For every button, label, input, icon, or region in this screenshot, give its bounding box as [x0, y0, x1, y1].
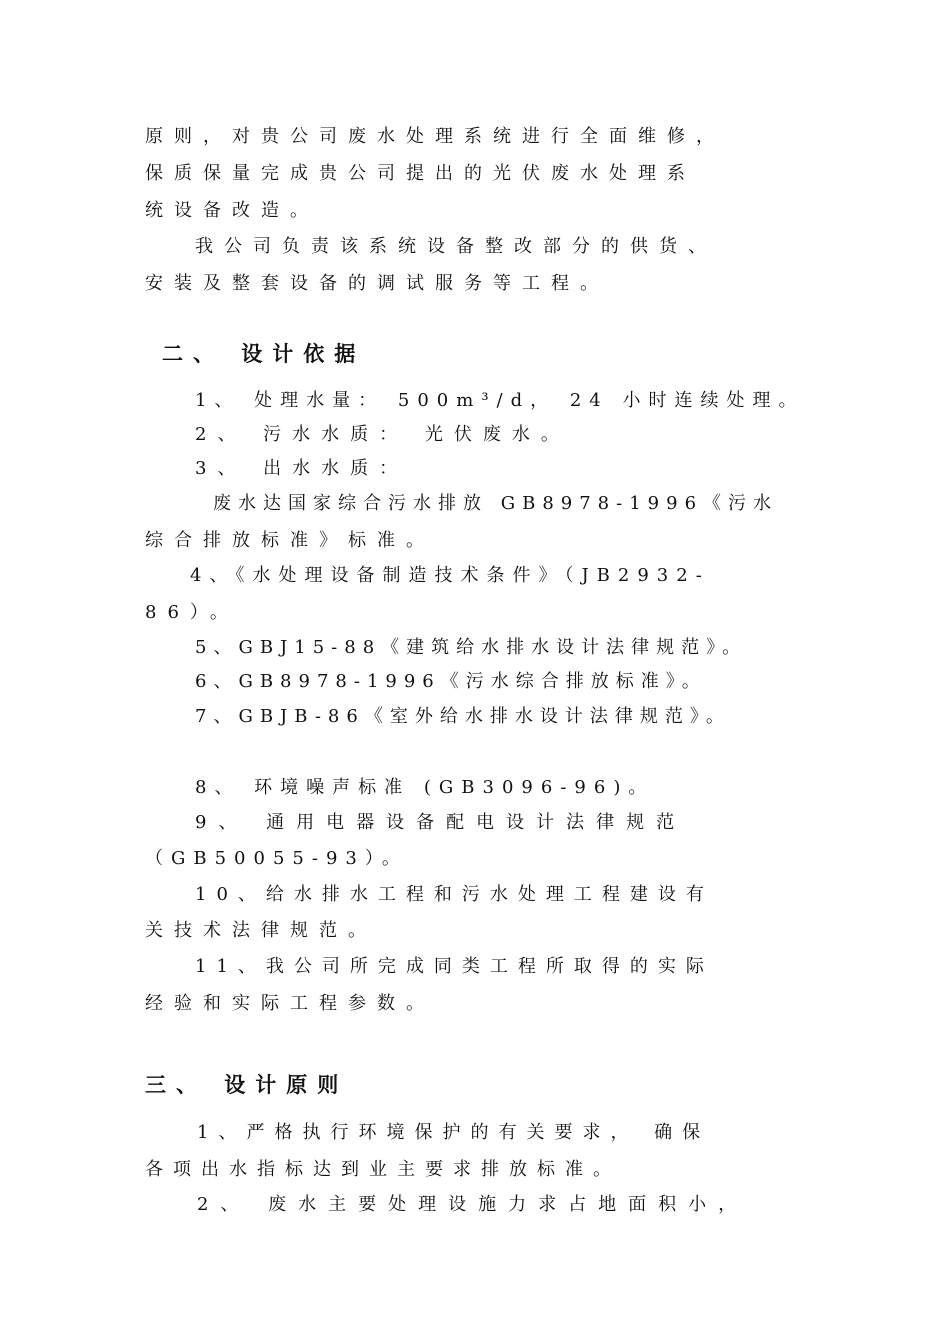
list-item: 7、GBJB-86《室外给水排水设计法律规范》。	[195, 706, 731, 727]
paragraph-line: 我公司负责该系统设备整改部分的供货、	[195, 236, 717, 257]
list-item: 6、GB8978-1996《污水综合排放标准》。	[195, 671, 707, 692]
list-item: 3、 出水水质：	[195, 458, 409, 479]
paragraph-line: 统设备改造。	[145, 200, 319, 221]
list-item: 关技术法律规范。	[145, 920, 377, 941]
list-item: 1、严格执行环境保护的有关要求， 确保	[197, 1122, 711, 1143]
list-item: 5、GBJ15-88《建筑给水排水设计法律规范》。	[195, 637, 748, 658]
list-item: 11、我公司所完成同类工程所取得的实际	[195, 956, 714, 977]
list-item: 9、 通用电器设备配电设计法律规范	[195, 812, 687, 833]
list-item: 86）。	[145, 602, 239, 623]
paragraph-line: 保质保量完成贵公司提出的光伏废水处理系	[145, 163, 696, 184]
list-item: 10、给水排水工程和污水处理工程建设有	[195, 884, 714, 905]
list-item: 2、 污水水质： 光伏废水。	[195, 424, 570, 445]
section-heading: 三、 设计原则	[145, 1072, 349, 1097]
paragraph-line: 原则，对贵公司废水处理系统进行全面维修，	[145, 126, 725, 147]
list-item: （GB50055-93）。	[145, 848, 408, 869]
list-item: 综合排放标准》标准。	[145, 530, 435, 551]
paragraph-line: 安装及整套设备的调试服务等工程。	[145, 273, 609, 294]
list-item: 各项出水指标达到业主要求排放标准。	[145, 1159, 621, 1180]
list-item: 1、 处理水量： 500m³/d， 24 小时连续处理。	[195, 390, 805, 411]
list-item: 2、 废水主要处理设施力求占地面积小，	[197, 1194, 749, 1215]
list-item: 经验和实际工程参数。	[145, 993, 435, 1014]
section-heading: 二、 设计依据	[162, 341, 366, 366]
list-item: 废水达国家综合污水排放 GB8978-1996《污水	[213, 493, 779, 514]
list-item: 4、《水处理设备制造技术条件》（JB2932-	[190, 565, 710, 586]
list-item: 8、 环境噪声标准 (GB3096-96)。	[195, 777, 655, 798]
